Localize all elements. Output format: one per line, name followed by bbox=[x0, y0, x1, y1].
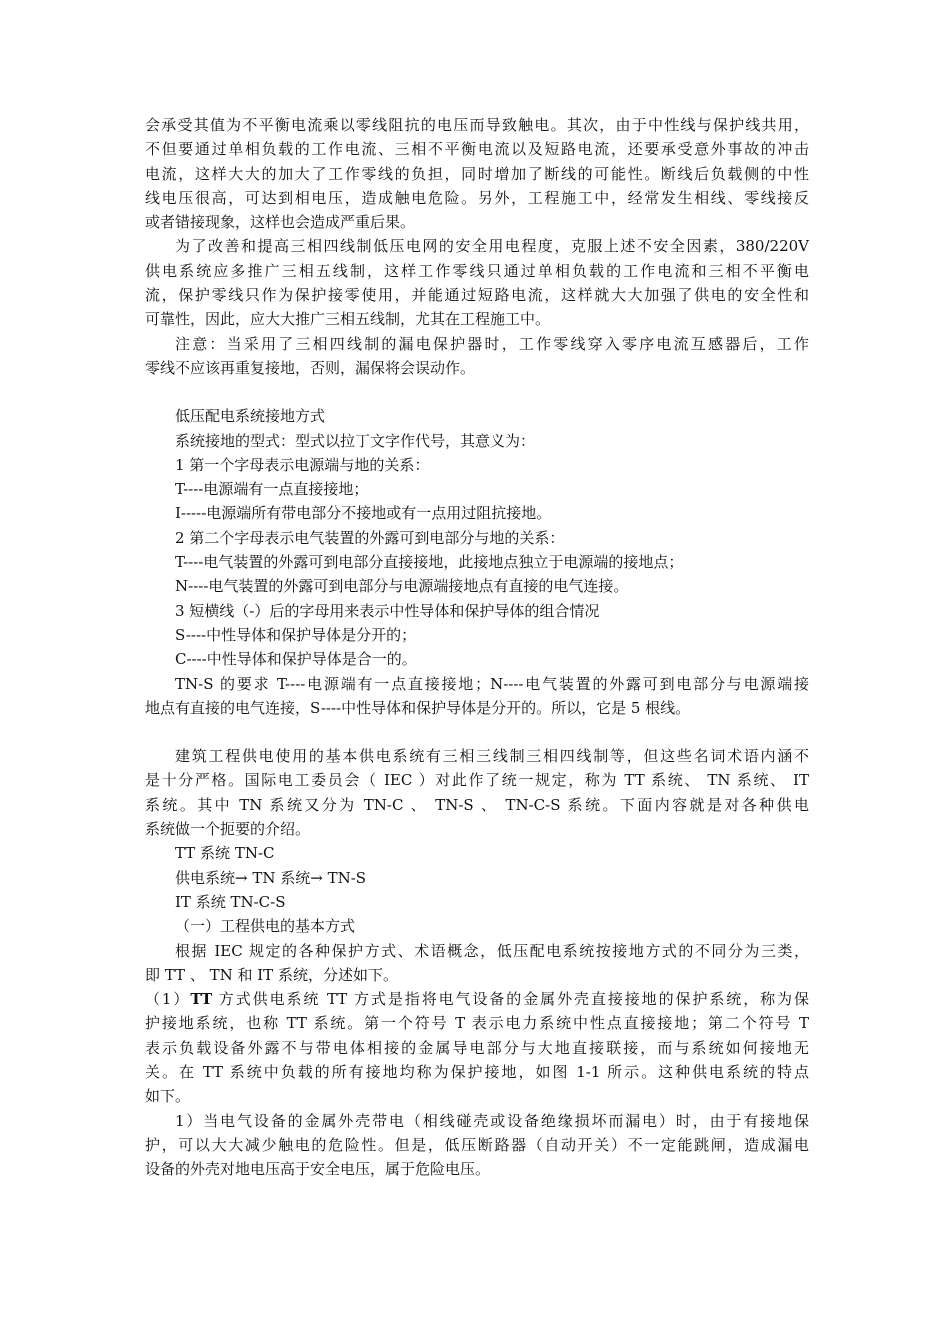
list-item: TT 系统 TN-C bbox=[175, 844, 275, 863]
system-type-list bbox=[145, 841, 809, 938]
list-item: I-----电源端所有带电部分不接地或有一点用过阻抗接地。 bbox=[175, 504, 552, 523]
text-line: 表示负载设备外露不与带电体相接的金属导电部分与大地直接联接，而与系统如何接地无 bbox=[145, 1038, 809, 1057]
text-line: 可靠性，因此，应大大推广三相五线制，尤其在工程施工中。 bbox=[145, 310, 551, 329]
list-item: 供电系统→ TN 系统→ TN-S bbox=[175, 868, 367, 887]
text-line: 系统做一个扼要的介绍。 bbox=[145, 820, 311, 839]
text-line: 设备的外壳对地电压高于安全电压，属于危险电压。 bbox=[145, 1160, 491, 1179]
text-line: 或者错接现象，这样也会造成严重后果。 bbox=[145, 213, 416, 232]
bold-term: TT bbox=[190, 990, 213, 1009]
text-line: TN-S 的要求 T----电源端有一点直接接地；N----电气装置的外露可到电部分与电源端接 bbox=[175, 674, 809, 693]
paragraph-6 bbox=[145, 939, 809, 988]
paragraph-8 bbox=[145, 1109, 809, 1182]
text-line: 注意：当采用了三相四线制的漏电保护器时，工作零线穿入零序电流互感器后，工作 bbox=[175, 334, 809, 353]
list-item: IT 系统 TN-C-S bbox=[175, 892, 286, 911]
text-line: 线电压很高，可达到相电压，造成触电危险。另外，工程施工中，经常发生相线、零线接反 bbox=[145, 188, 809, 207]
list-item: 3 短横线（-）后的字母用来表示中性导体和保护导体的组合情况 bbox=[175, 601, 600, 620]
paragraph-1 bbox=[145, 113, 809, 234]
list-item: T----电源端有一点直接接地； bbox=[175, 480, 369, 499]
text-run: 方式供电系统 TT 方式是指将电气设备的金属外壳直接接地的保护系统，称为保 bbox=[212, 990, 809, 1009]
text-line: 1）当电气设备的金属外壳带电（相线碰壳或设备绝缘损坏而漏电）时，由于有接地保 bbox=[175, 1111, 809, 1130]
paragraph-2 bbox=[145, 234, 809, 331]
text-line: 供电系统应多推广三相五线制，这样工作零线只通过单相负载的工作电流和三相不平衡电 bbox=[145, 261, 809, 280]
list-item: C----中性导体和保护导体是合一的。 bbox=[175, 650, 417, 669]
list-item: 1 第一个字母表示电源端与地的关系： bbox=[175, 455, 430, 474]
text-line: 系统。其中 TN 系统又分为 TN-C 、 TN-S 、 TN-C-S 系统。下面内容就是对各种供电 bbox=[145, 795, 809, 814]
section-heading: （一）工程供电的基本方式 bbox=[175, 917, 356, 936]
text-line: 不但要通过单相负载的工作电流、三相不平衡电流以及短路电流，还要承受意外事故的冲击 bbox=[145, 140, 809, 159]
paragraph-5 bbox=[145, 744, 809, 841]
paragraph-3 bbox=[145, 332, 809, 381]
list-item: 2 第二个字母表示电气装置的外露可到电部分与地的关系： bbox=[175, 528, 565, 547]
list-item: 系统接地的型式：型式以拉丁文字作代号，其意义为： bbox=[175, 431, 536, 450]
paragraph-4 bbox=[145, 672, 809, 721]
list-item: S----中性导体和保护导体是分开的； bbox=[175, 625, 417, 644]
text-line: 护接地系统，也称 TT 系统。第一个符号 T 表示电力系统中性点直接接地；第二个符号 T bbox=[145, 1014, 809, 1033]
grounding-type-list bbox=[145, 404, 809, 671]
text-line: 是十分严格。国际电工委员会（ IEC ）对此作了统一规定，称为 TT 系统、 TN 系统、 IT bbox=[145, 771, 809, 790]
text-line: 电流，这样大大的加大了工作零线的负担，同时增加了断线的可能性。断线后负载侧的中性 bbox=[145, 164, 809, 183]
spacer bbox=[145, 380, 809, 404]
document-page bbox=[145, 113, 809, 1181]
item-number: （1） bbox=[145, 990, 191, 1009]
text-line: 地点有直接的电气连接，S----中性导体和保护导体是分开的。所以，它是 5 根线。 bbox=[145, 698, 691, 717]
text-line: 关。在 TT 系统中负载的所有接地均称为保护接地，如图 1-1 所示。这种供电系统的特点 bbox=[145, 1062, 809, 1081]
paragraph-7 bbox=[145, 987, 809, 1108]
text-line: 护，可以大大减少触电的危险性。但是，低压断路器（自动开关）不一定能跳闸，造成漏电 bbox=[145, 1135, 809, 1154]
text-line: 根据 IEC 规定的各种保护方式、术语概念，低压配电系统按接地方式的不同分为三类， bbox=[175, 941, 809, 960]
list-item: T----电气装置的外露可到电部分直接接地，此接地点独立于电源端的接地点； bbox=[175, 553, 684, 572]
section-heading: 低压配电系统接地方式 bbox=[175, 407, 326, 426]
text-line bbox=[145, 987, 809, 1011]
text-line: 如下。 bbox=[145, 1087, 191, 1106]
text-line: 即 TT 、 TN 和 IT 系统，分述如下。 bbox=[145, 965, 398, 984]
spacer bbox=[145, 720, 809, 744]
text-line: 会承受其值为不平衡电流乘以零线阻抗的电压而导致触电。其次，由于中性线与保护线共用， bbox=[145, 116, 809, 134]
text-line: 流，保护零线只作为保护接零使用，并能通过短路电流，这样就大大加强了供电的安全性和 bbox=[145, 286, 809, 305]
text-line: 为了改善和提高三相四线制低压电网的安全用电程度，克服上述不安全因素，380/220V bbox=[175, 237, 809, 256]
text-line: 建筑工程供电使用的基本供电系统有三相三线制三相四线制等，但这些名词术语内涵不 bbox=[175, 747, 809, 766]
text-line: 零线不应该再重复接地，否则，漏保将会误动作。 bbox=[145, 358, 476, 377]
list-item: N----电气装置的外露可到电部分与电源端接地点有直接的电气连接。 bbox=[175, 577, 629, 596]
